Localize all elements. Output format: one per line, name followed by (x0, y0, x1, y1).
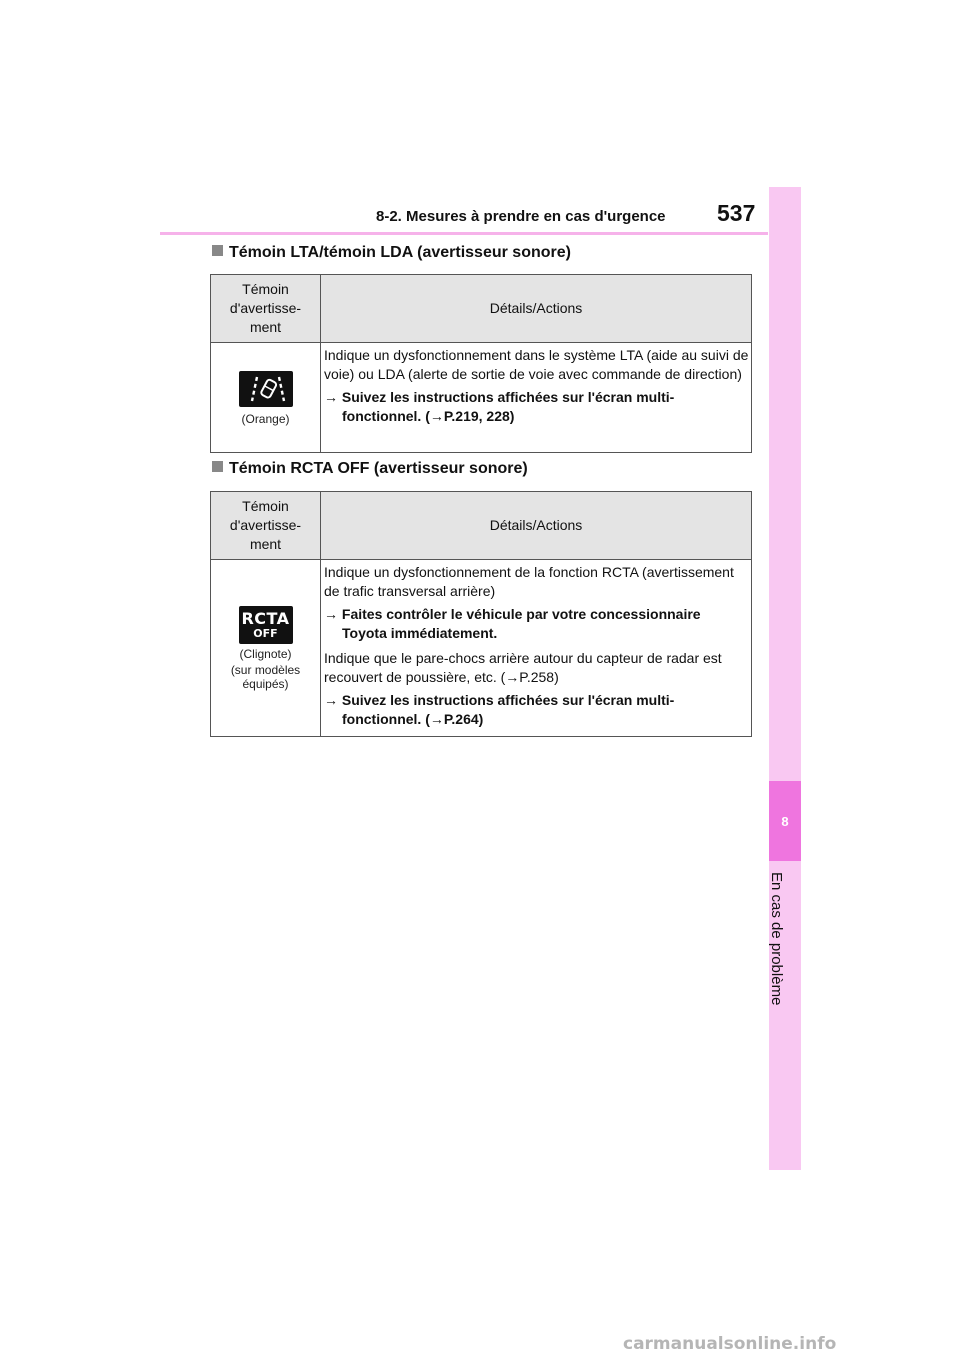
table-row (211, 343, 752, 453)
icon-cell (211, 343, 321, 453)
icon-cell (211, 560, 321, 737)
page-number: 537 (717, 200, 756, 226)
lane-departure-warning-icon (239, 371, 293, 407)
table-row (211, 560, 752, 737)
section-title-lta (212, 244, 571, 262)
rcta-icon-text: RCTA (241, 608, 290, 628)
detail-action: → Faites contrôler le véhicule par votre concessionnaire Toyota immédiatement. (324, 606, 701, 641)
detail-text: Indique un dysfonctionnement dans le système LTA (aide au suivi de voie) ou LDA (alerte de sortie de voie avec commande de direction) (324, 347, 749, 382)
icon-caption: (Clignote) (239, 646, 292, 661)
section-title-text: Témoin RCTA OFF (avertisseur sonore) (229, 460, 528, 477)
details-cell (321, 560, 752, 737)
icon-caption: (Orange) (241, 412, 290, 426)
detail-text: Indique que le pare-chocs arrière autour du capteur de radar est recouvert de poussière, etc. (→P.258) (324, 650, 722, 685)
header-warning-light: Témoin d'avertisse-ment (211, 492, 321, 560)
section-title-text: Témoin LTA/témoin LDA (avertisseur sonore) (229, 244, 571, 261)
section-bullet-icon (212, 245, 223, 256)
section-title-rcta (212, 460, 528, 478)
table-header-row (211, 275, 752, 343)
header-details: Détails/Actions (321, 492, 752, 560)
chapter-side-strip (769, 187, 801, 1170)
detail-text: Indique un dysfonctionnement de la fonction RCTA (avertissement de trafic transversal arrière) (324, 564, 734, 599)
warning-table-lta (210, 274, 752, 453)
chapter-number-tab[interactable]: 8 (769, 781, 801, 861)
off-icon-text: OFF (253, 626, 278, 640)
detail-action: → Suivez les instructions affichées sur l'écran multi-fonctionnel. (→P.219, 228) (324, 389, 675, 424)
section-bullet-icon (212, 461, 223, 472)
chapter-title: 8-2. Mesures à prendre en cas d'urgence (376, 208, 666, 225)
header-rule (160, 232, 768, 235)
header-details: Détails/Actions (321, 275, 752, 343)
warning-table-rcta (210, 491, 752, 737)
details-cell (321, 343, 752, 453)
table-header-row (211, 492, 752, 560)
detail-action: → Suivez les instructions affichées sur l'écran multi-fonctionnel. (→P.264) (324, 692, 675, 727)
rcta-off-icon (239, 606, 293, 644)
icon-caption-models: (sur modèles équipés) (230, 662, 301, 691)
chapter-side-label: En cas de problème (768, 872, 785, 1006)
site-watermark: carmanualsonline.info (623, 1334, 837, 1354)
header-warning-light: Témoin d'avertisse-ment (211, 275, 321, 343)
